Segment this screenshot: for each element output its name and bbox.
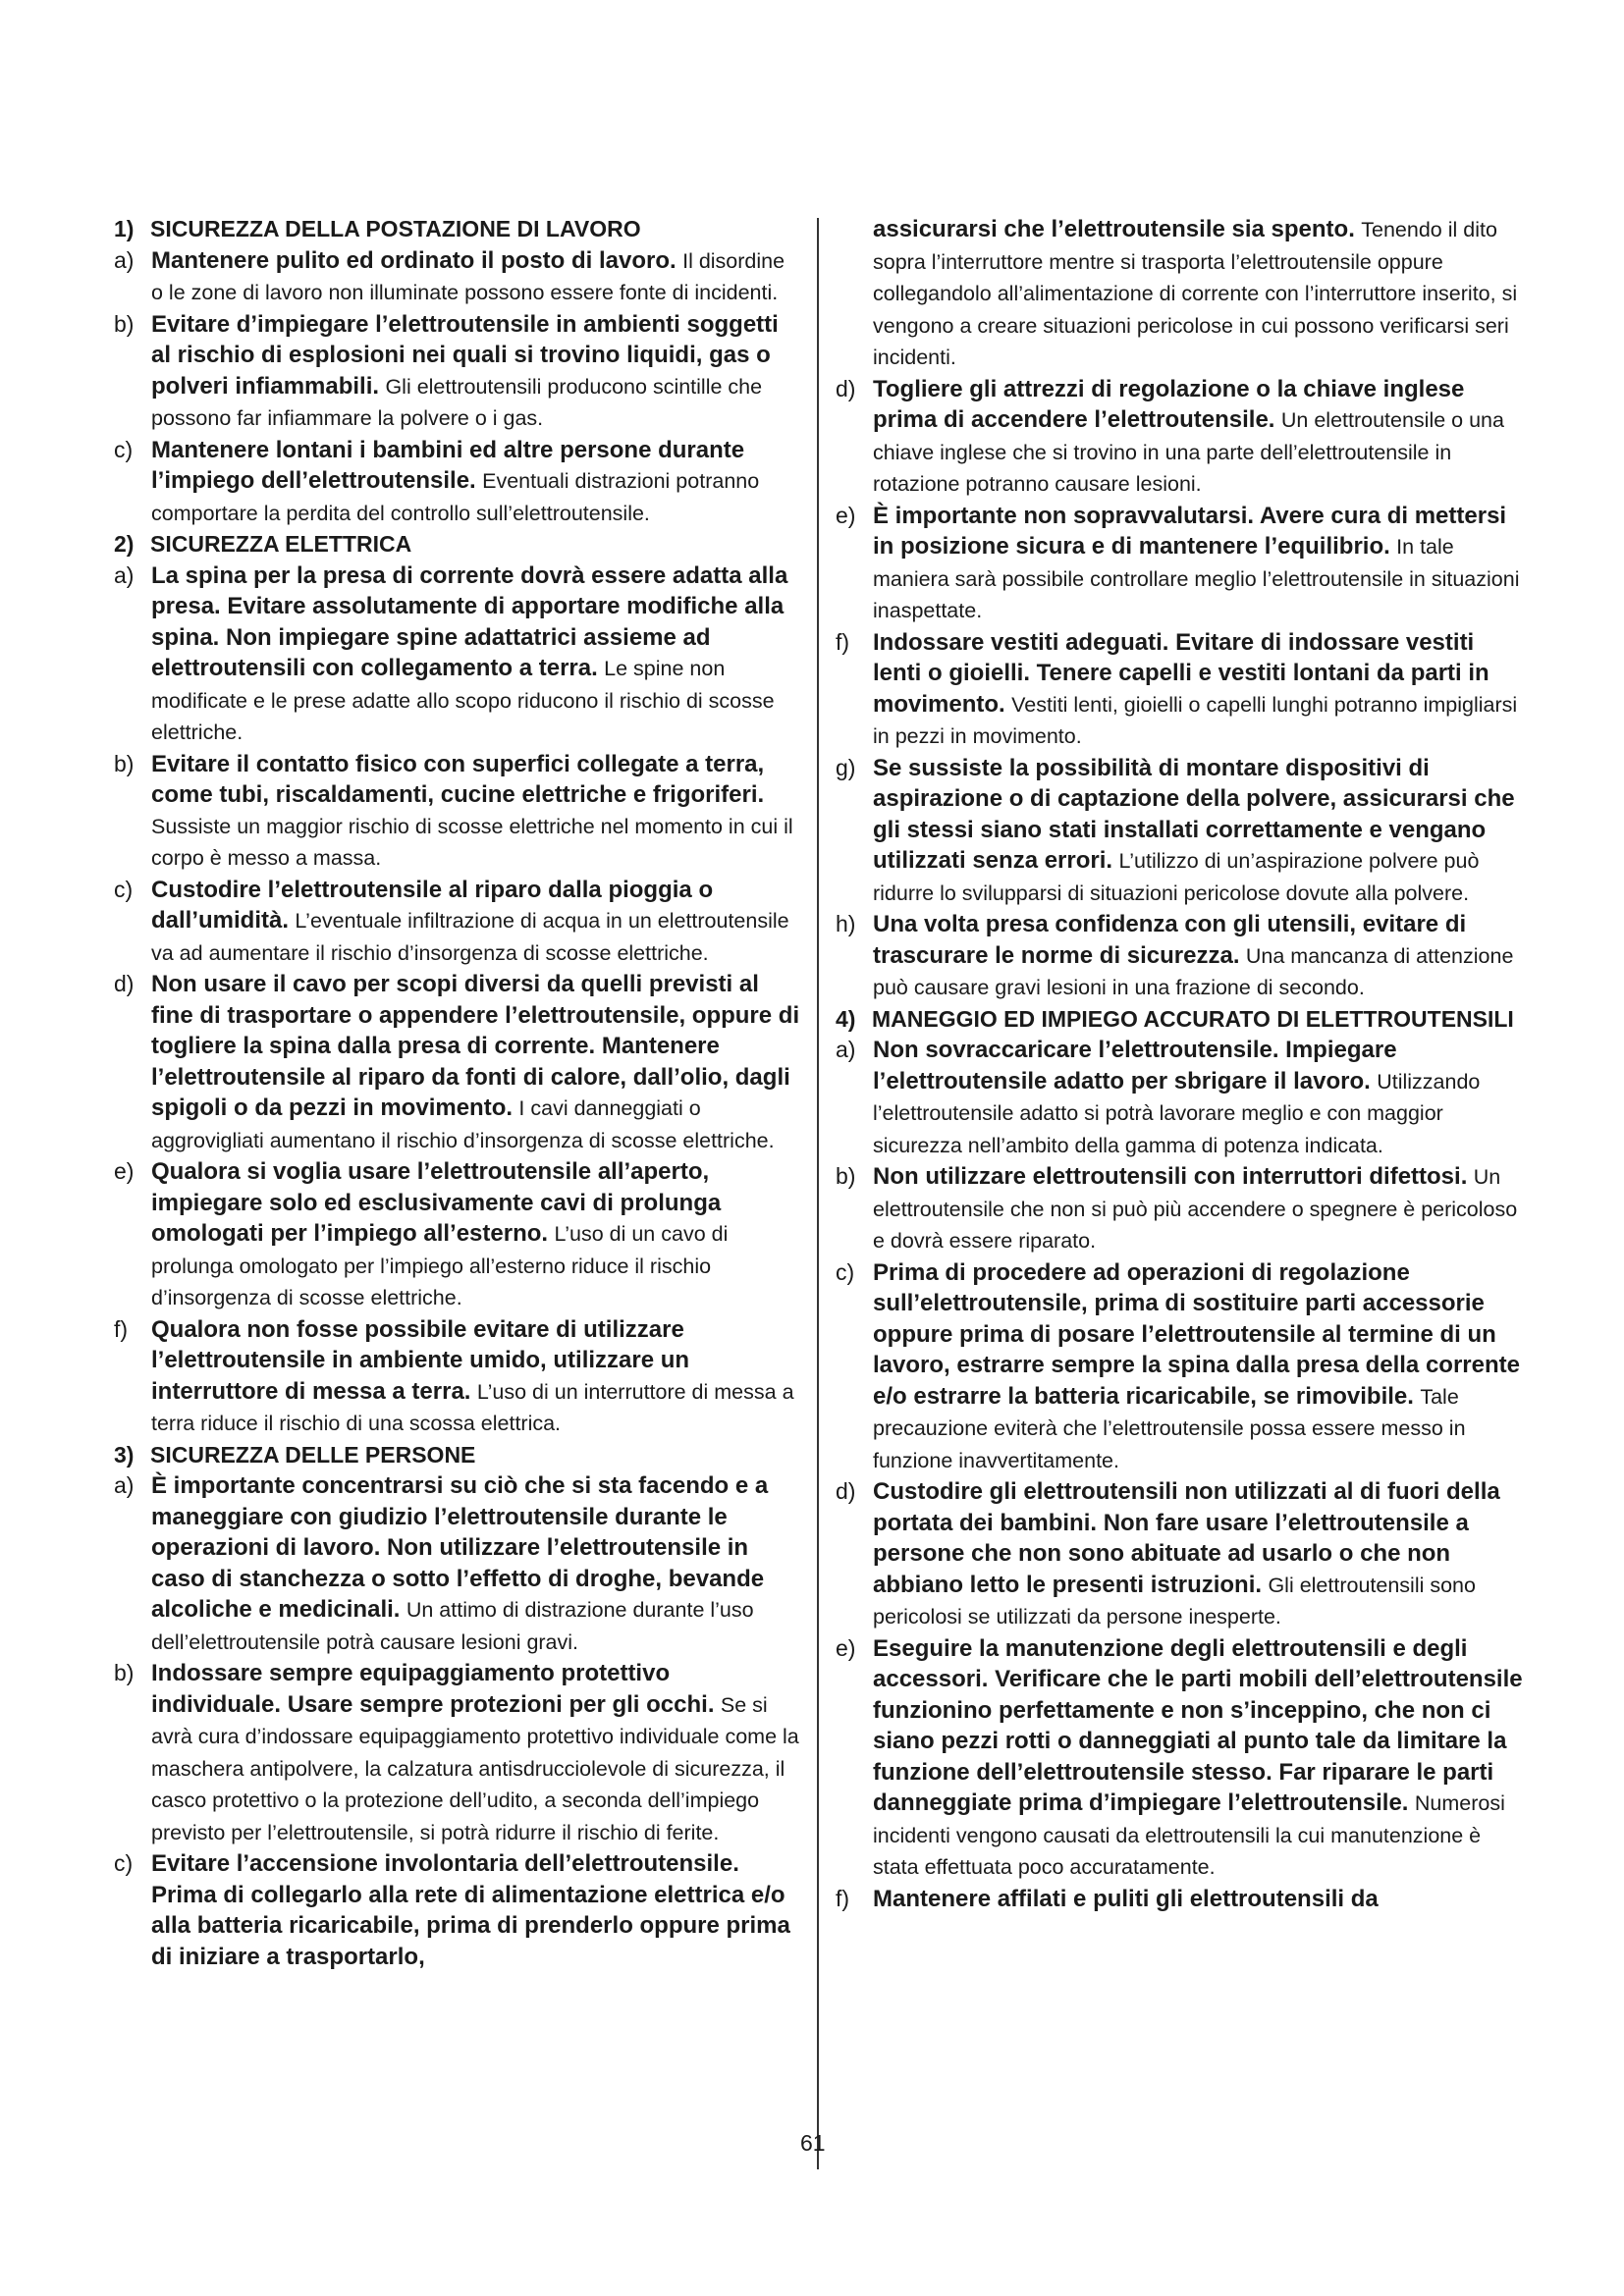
item-instruction: Indossare sempre equipaggiamento protettivo individuale. Usare sempre protezioni per gli occhi. [151, 1660, 715, 1718]
item-letter: a) [836, 1037, 856, 1062]
item-instruction: Custodire gli elettroutensili non utilizzati al di fuori della portata dei bambini. Non fare usare l’elettroutensile a persone che non sono abituate ad usarlo o che non abbiano letto le presenti istruzioni. [873, 1478, 1500, 1598]
item-letter: c) [114, 1850, 134, 1876]
item-letter: d) [114, 971, 135, 996]
item-instruction: Evitare d’impiegare l’elettroutensile in ambienti soggetti al rischio di esplosioni nei quali si trovino liquidi, gas o polveri infiammabili. [151, 310, 779, 400]
item-letter: d) [836, 375, 856, 401]
item-explanation: Vestiti lenti, gioielli o capelli lunghi potranno impigliarsi in pezzi in movimento. [873, 692, 1518, 748]
section-number: 1) [114, 216, 135, 241]
item-explanation: Gli elettroutensili producono scintille che possono far infiammare la polvere o i gas. [151, 374, 763, 430]
item-explanation: Numerosi incidenti vengono causati da elettroutensili la cui manutenzione è stata effettuata poco accuratamente. [873, 1791, 1505, 1879]
list-item-continued [836, 214, 1523, 374]
item-instruction: Indossare vestiti adeguati. Evitare di indossare vestiti lenti o gioielli. Tenere capelli e vestiti lontani da parti in movimento. [873, 628, 1489, 718]
item-instruction: Se sussiste la possibilità di montare dispositivi di aspirazione o di captazione della polvere, assicurarsi che gli stessi siano stati installati correttamente e vengano utilizzati senza errori. [873, 754, 1515, 874]
item-instruction: Custodire l’elettroutensile al riparo dalla pioggia o dall’umidità. [151, 876, 714, 934]
list-item [836, 1257, 1523, 1477]
item-explanation: Una mancanza di attenzione può causare gravi lesioni in una frazione di secondo. [873, 943, 1514, 999]
item-letter: e) [114, 1158, 135, 1184]
item-letter: b) [114, 310, 135, 337]
item-letter: a) [114, 1472, 135, 1498]
right-column [836, 214, 1523, 1914]
list-item [114, 1658, 801, 1848]
item-instruction: Eseguire la manutenzione degli elettroutensili e degli accessori. Verificare che le parti mobili dell’elettroutensile funzionino perfettamente e non s’inceppino, che non ci siano pezzi rotti o danneggiati al punto tale da limitare la funzione dell’elettroutensile stesso. Far riparare le parti danneggiate prima d’impiegare l’elettroutensile. [873, 1634, 1523, 1816]
item-explanation: Il disordine o le zone di lavoro non illuminate possono essere fonte di incidenti. [151, 248, 785, 304]
item-explanation: Tenendo il dito sopra l’interruttore mentre si trasporta l’elettroutensile oppure collegandolo all’alimentazione di corrente con l’interruttore inserito, si vengono a creare situazioni pericolose in cui possono verificarsi seri incidenti. [873, 218, 1518, 369]
item-letter: b) [114, 1660, 135, 1685]
list-item [836, 1035, 1523, 1161]
item-letter: e) [836, 502, 856, 528]
section-title: SICUREZZA ELETTRICA [150, 531, 412, 557]
list-item [836, 501, 1523, 627]
item-instruction: Evitare l’accensione involontaria dell’elettroutensile. Prima di collegarlo alla rete di alimentazione elettrica e/o alla batteria ricaricabile, prima di prenderlo oppure prima di iniziare a trasportarlo, [151, 1850, 790, 1970]
list-item [836, 1884, 1523, 1915]
item-letter: d) [836, 1478, 856, 1504]
list-item [836, 1476, 1523, 1633]
item-instruction: È importante concentrarsi su ciò che si sta facendo e a maneggiare con giudizio l’elettroutensile durante le operazioni di lavoro. Non utilizzare l’elettroutensile in caso di stanchezza o sotto l’effetto di droghe, bevande alcoliche e medicinali. [151, 1472, 769, 1623]
item-letter: a) [114, 246, 135, 273]
list-item [114, 969, 801, 1156]
list-item [114, 875, 801, 970]
list-item [114, 309, 801, 435]
section-heading [114, 529, 801, 561]
item-explanation: Un elettroutensile che non si può più accendere o spegnere è pericoloso e dovrà essere riparato. [873, 1165, 1518, 1253]
list-item [836, 374, 1523, 501]
list-item [114, 245, 801, 309]
item-instruction: È importante non sopravvalutarsi. Avere cura di mettersi in posizione sicura e di mantenere l’equilibrio. [873, 502, 1507, 560]
section-heading [114, 1440, 801, 1471]
item-explanation: L’uso di un cavo di prolunga omologato per l’impiego all’esterno riduce il rischio d’insorgenza di scosse elettriche. [151, 1222, 729, 1309]
item-explanation: L’uso di un interruttore di messa a terra riduce il rischio di una scossa elettrica. [151, 1379, 794, 1435]
item-letter: h) [836, 911, 856, 936]
item-explanation: L’eventuale infiltrazione di acqua in un elettroutensile va ad aumentare il rischio d’insorgenza di scosse elettriche. [151, 909, 789, 965]
item-instruction: Una volta presa confidenza con gli utensili, evitare di trascurare le norme di sicurezza. [873, 911, 1467, 969]
item-letter: c) [114, 876, 134, 902]
item-explanation: L’utilizzo di un’aspirazione polvere può ridurre lo svilupparsi di situazioni pericolose dovute alla polvere. [873, 849, 1480, 905]
item-instruction: Qualora si voglia usare l’elettroutensile all’aperto, impiegare solo ed esclusivamente cavi di prolunga omologati per l’impiego all’esterno. [151, 1158, 722, 1247]
item-instruction: Non sovraccaricare l’elettroutensile. Impiegare l’elettroutensile adatto per sbrigare il lavoro. [873, 1037, 1397, 1095]
item-letter: b) [836, 1163, 856, 1189]
item-letter: g) [836, 754, 856, 780]
item-explanation: Sussiste un maggior rischio di scosse elettriche nel momento in cui il corpo è messo a massa. [151, 814, 793, 870]
left-column [114, 214, 801, 1972]
list-item [836, 1633, 1523, 1884]
item-letter: b) [114, 750, 135, 776]
item-explanation: Se si avrà cura d’indossare equipaggiamento protettivo individuale come la maschera antipolvere, la calzatura antisdrucciolevole di sicurezza, il casco protettivo o la protezione dell’udito, a seconda dell’impiego previsto per l’elettroutensile, si potrà ridurre il rischio di ferite. [151, 1692, 799, 1844]
item-instruction: Mantenere lontani i bambini ed altre persone durante l’impiego dell’elettroutensile. [151, 436, 745, 494]
item-letter: f) [836, 628, 850, 655]
list-item [836, 1161, 1523, 1257]
list-item [114, 435, 801, 530]
item-instruction: Qualora non fosse possibile evitare di utilizzare l’elettroutensile in ambiente umido, utilizzare un interruttore di messa a terra. [151, 1315, 690, 1405]
item-instruction: Non utilizzare elettroutensili con interruttori difettosi. [873, 1163, 1468, 1190]
section-number: 2) [114, 531, 135, 557]
list-item [836, 627, 1523, 753]
item-explanation: Eventuali distrazioni potranno comportare la perdita del controllo sull’elettroutensile. [151, 469, 760, 525]
section-title: MANEGGIO ED IMPIEGO ACCURATO DI ELETTROUTENSILI [872, 1005, 1514, 1032]
section-title: SICUREZZA DELLE PERSONE [150, 1441, 476, 1468]
item-instruction: Evitare il contatto fisico con superfici collegate a terra, come tubi, riscaldamenti, cucine elettriche e frigoriferi. [151, 750, 765, 808]
item-letter: c) [114, 436, 134, 462]
item-explanation: Un attimo di distrazione durante l’uso dell’elettroutensile potrà causare lesioni gravi. [151, 1598, 754, 1654]
section-heading [836, 1004, 1523, 1036]
list-item [114, 1848, 801, 1972]
item-instruction: Mantenere affilati e puliti gli elettroutensili da [873, 1885, 1379, 1912]
list-item [836, 909, 1523, 1004]
item-explanation: Utilizzando l’elettroutensile adatto si potrà lavorare meglio e con maggior sicurezza nell’ambito della gamma di potenza indicata. [873, 1069, 1481, 1157]
list-item [114, 1156, 801, 1314]
item-instruction: Non usare il cavo per scopi diversi da quelli previsti al fine di trasportare o appendere l’elettroutensile, oppure di togliere la spina dalla presa di corrente. Mantenere l’elettroutensile al riparo da fonti di calore, dall’olio, dagli spigoli o da pezzi in movimento. [151, 971, 800, 1121]
item-letter: f) [114, 1315, 129, 1342]
item-explanation: Le spine non modificate e le prese adatte allo scopo riducono il rischio di scosse elettriche. [151, 657, 775, 744]
item-explanation: In tale maniera sarà possibile controllare meglio l’elettroutensile in situazioni inaspettate. [873, 535, 1520, 622]
section-title: SICUREZZA DELLA POSTAZIONE DI LAVORO [150, 216, 641, 241]
item-instruction: Mantenere pulito ed ordinato il posto di lavoro. [151, 246, 677, 274]
item-explanation: Gli elettroutensili sono pericolosi se utilizzati da persone inesperte. [873, 1573, 1476, 1629]
item-instruction: Prima di procedere ad operazioni di regolazione sull’elettroutensile, prima di sostituire parti accessorie oppure prima di posare l’elettroutensile al termine di un lavoro, estrarre sempre la spina dalla presa della corrente e/o estrarre la batteria ricaricabile, se rimovibile. [873, 1258, 1520, 1410]
list-item [114, 1470, 801, 1658]
item-letter: f) [836, 1885, 850, 1911]
column-divider [817, 218, 819, 2169]
section-number: 3) [114, 1441, 135, 1468]
item-explanation: Un elettroutensile o una chiave inglese che si trovino in una parte dell’elettroutensile in rotazione potranno causare lesioni. [873, 408, 1504, 496]
list-item [114, 561, 801, 749]
section-number: 4) [836, 1005, 856, 1032]
item-instruction: La spina per la presa di corrente dovrà essere adatta alla presa. Evitare assolutamente di apportare modifiche alla spina. Non impiegare spine adattatrici assieme ad elettroutensili con collegamento a terra. [151, 561, 788, 681]
item-explanation: I cavi danneggiati o aggrovigliati aumentano il rischio d’insorgenza di scosse elettriche. [151, 1096, 775, 1152]
list-item [114, 749, 801, 875]
list-item [836, 753, 1523, 910]
item-instruction: assicurarsi che l’elettroutensile sia spento. [873, 216, 1355, 242]
item-letter: a) [114, 561, 135, 588]
item-letter: c) [836, 1258, 855, 1285]
item-letter: e) [836, 1634, 856, 1661]
item-instruction: Togliere gli attrezzi di regolazione o la chiave inglese prima di accendere l’elettroutensile. [873, 375, 1465, 433]
list-item [114, 1314, 801, 1440]
page-number: 61 [800, 2130, 826, 2156]
item-explanation: Tale precauzione eviterà che l’elettroutensile possa essere messo in funzione inavvertitamente. [873, 1384, 1466, 1472]
section-heading [114, 214, 801, 245]
